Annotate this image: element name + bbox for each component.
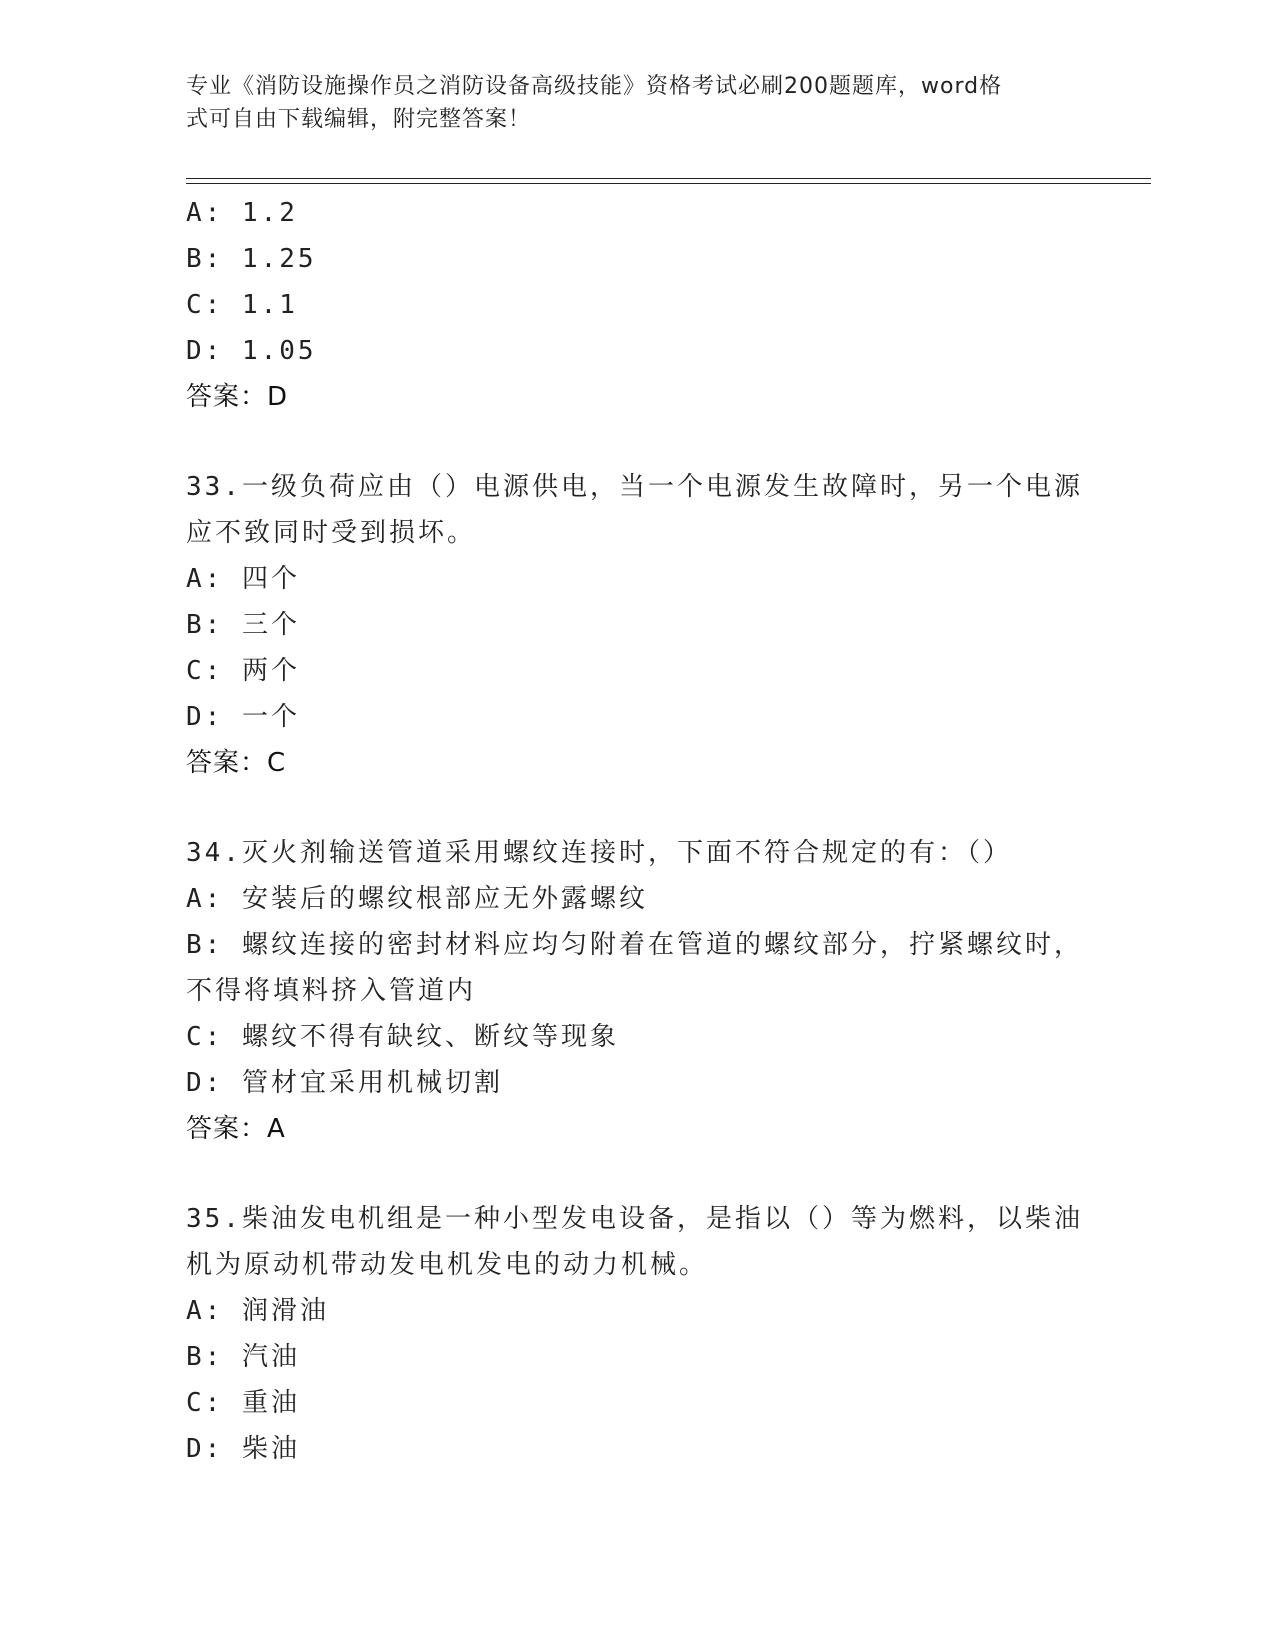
option-a: A: 1.2 [186, 198, 298, 228]
question-33 [186, 464, 1086, 786]
question-stem: 34.灭火剂输送管道采用螺纹连接时，下面不符合规定的有：（） [186, 838, 1012, 868]
option-b: B: 三个 [186, 610, 300, 640]
header-divider-bottom [186, 183, 1151, 184]
question-35 [186, 1196, 1086, 1472]
option-c: C: 1.1 [186, 290, 298, 320]
option-b: B: 汽油 [186, 1342, 300, 1372]
question-content [186, 190, 1086, 1472]
question-32 [186, 190, 1086, 420]
option-d: D: 1.05 [186, 336, 317, 366]
option-b-line-2: 不得将填料挤入管道内 [186, 976, 477, 1006]
header-line-1: 专业《消防设施操作员之消防设备高级技能》资格考试必刷200题题库，word格 [186, 74, 1003, 99]
option-d: D: 柴油 [186, 1434, 300, 1464]
option-b: B: 1.25 [186, 244, 317, 274]
answer: 答案：D [186, 382, 289, 412]
option-d: D: 管材宜采用机械切割 [186, 1068, 503, 1098]
question-stem-line-1: 33.一级负荷应由（）电源供电，当一个电源发生故障时，另一个电源 [186, 472, 1083, 502]
option-a: A: 四个 [186, 564, 300, 594]
document-header [186, 70, 1076, 136]
option-a: A: 安装后的螺纹根部应无外露螺纹 [186, 884, 648, 914]
question-stem-line-1: 35.柴油发电机组是一种小型发电设备，是指以（）等为燃料，以柴油 [186, 1204, 1083, 1234]
question-stem-line-2: 应不致同时受到损坏。 [186, 518, 477, 548]
answer: 答案：C [186, 748, 287, 778]
header-divider-top [186, 178, 1151, 179]
header-line-2: 式可自由下载编辑，附完整答案！ [186, 107, 532, 132]
question-34 [186, 830, 1086, 1152]
question-stem-line-2: 机为原动机带动发电机发电的动力机械。 [186, 1250, 709, 1280]
option-c: C: 螺纹不得有缺纹、断纹等现象 [186, 1022, 619, 1052]
answer: 答案：A [186, 1114, 286, 1144]
option-d: D: 一个 [186, 702, 300, 732]
option-b-line-1: B: 螺纹连接的密封材料应均匀附着在管道的螺纹部分，拧紧螺纹时， [186, 930, 1083, 960]
option-c: C: 重油 [186, 1388, 300, 1418]
option-a: A: 润滑油 [186, 1296, 329, 1326]
option-c: C: 两个 [186, 656, 300, 686]
